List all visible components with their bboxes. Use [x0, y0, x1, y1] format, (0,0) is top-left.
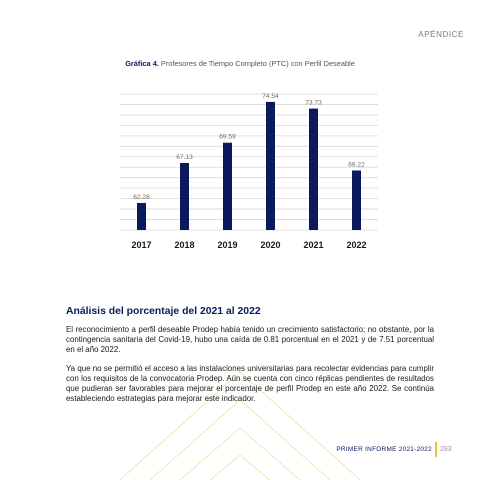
section-header: APÉNDICE	[418, 30, 464, 39]
bar-2020	[266, 102, 275, 230]
data-label-2018: 67.13	[176, 153, 193, 161]
x-tick-2019: 2019	[217, 240, 238, 250]
bar-2017	[137, 203, 146, 230]
data-label-2017: 62.28	[133, 193, 150, 201]
x-tick-2020: 2020	[260, 240, 281, 250]
x-tick-2022: 2022	[346, 240, 367, 250]
data-label-2019: 69.59	[219, 133, 236, 141]
x-tick-2021: 2021	[303, 240, 324, 250]
data-label-2021: 73.73	[305, 99, 322, 107]
bar-chart	[118, 80, 380, 258]
chart-title-prefix: Gráfica 4.	[125, 59, 159, 68]
chart-title	[0, 59, 480, 68]
bar-2018	[180, 163, 189, 230]
footer-divider	[435, 442, 437, 457]
page-number: 283	[440, 446, 452, 453]
section-heading: Análisis del porcentaje del 2021 al 2022	[66, 306, 261, 317]
bar-2021	[309, 109, 318, 230]
bar-2022	[352, 170, 361, 230]
bar-2019	[223, 143, 232, 230]
x-tick-2017: 2017	[131, 240, 152, 250]
x-tick-2018: 2018	[174, 240, 195, 250]
data-label-2020: 74.54	[262, 92, 279, 100]
paragraph-2: Ya que no se permitió el acceso a las instalaciones universitarias para recolectar evidencias para cumplir con los requisitos de la convocatoria Prodep. Aún se cuenta con cinco réplicas pendientes de resultados que pudieran ser favorables para mejorar el porcentaje de perfil Prodep en este año 2022. Se continúa estableciendo estrategias para mejorar este indicador.	[66, 364, 434, 404]
paragraph-1: El reconocimiento a perfil deseable Prodep había tenido un crecimiento satisfactorio; no obstante, por la contingencia sanitaria del Covid-19, hubo una caída de 0.81 porcentual en el 2021 y de 7.51 porcentual en el año 2022.	[66, 325, 434, 355]
chart-title-text: Profesores de Tiempo Completo (PTC) con Perfil Deseable	[158, 59, 355, 68]
footer-label: PRIMER INFORME 2021-2022	[336, 446, 432, 453]
data-label-2022: 66.22	[348, 161, 365, 169]
